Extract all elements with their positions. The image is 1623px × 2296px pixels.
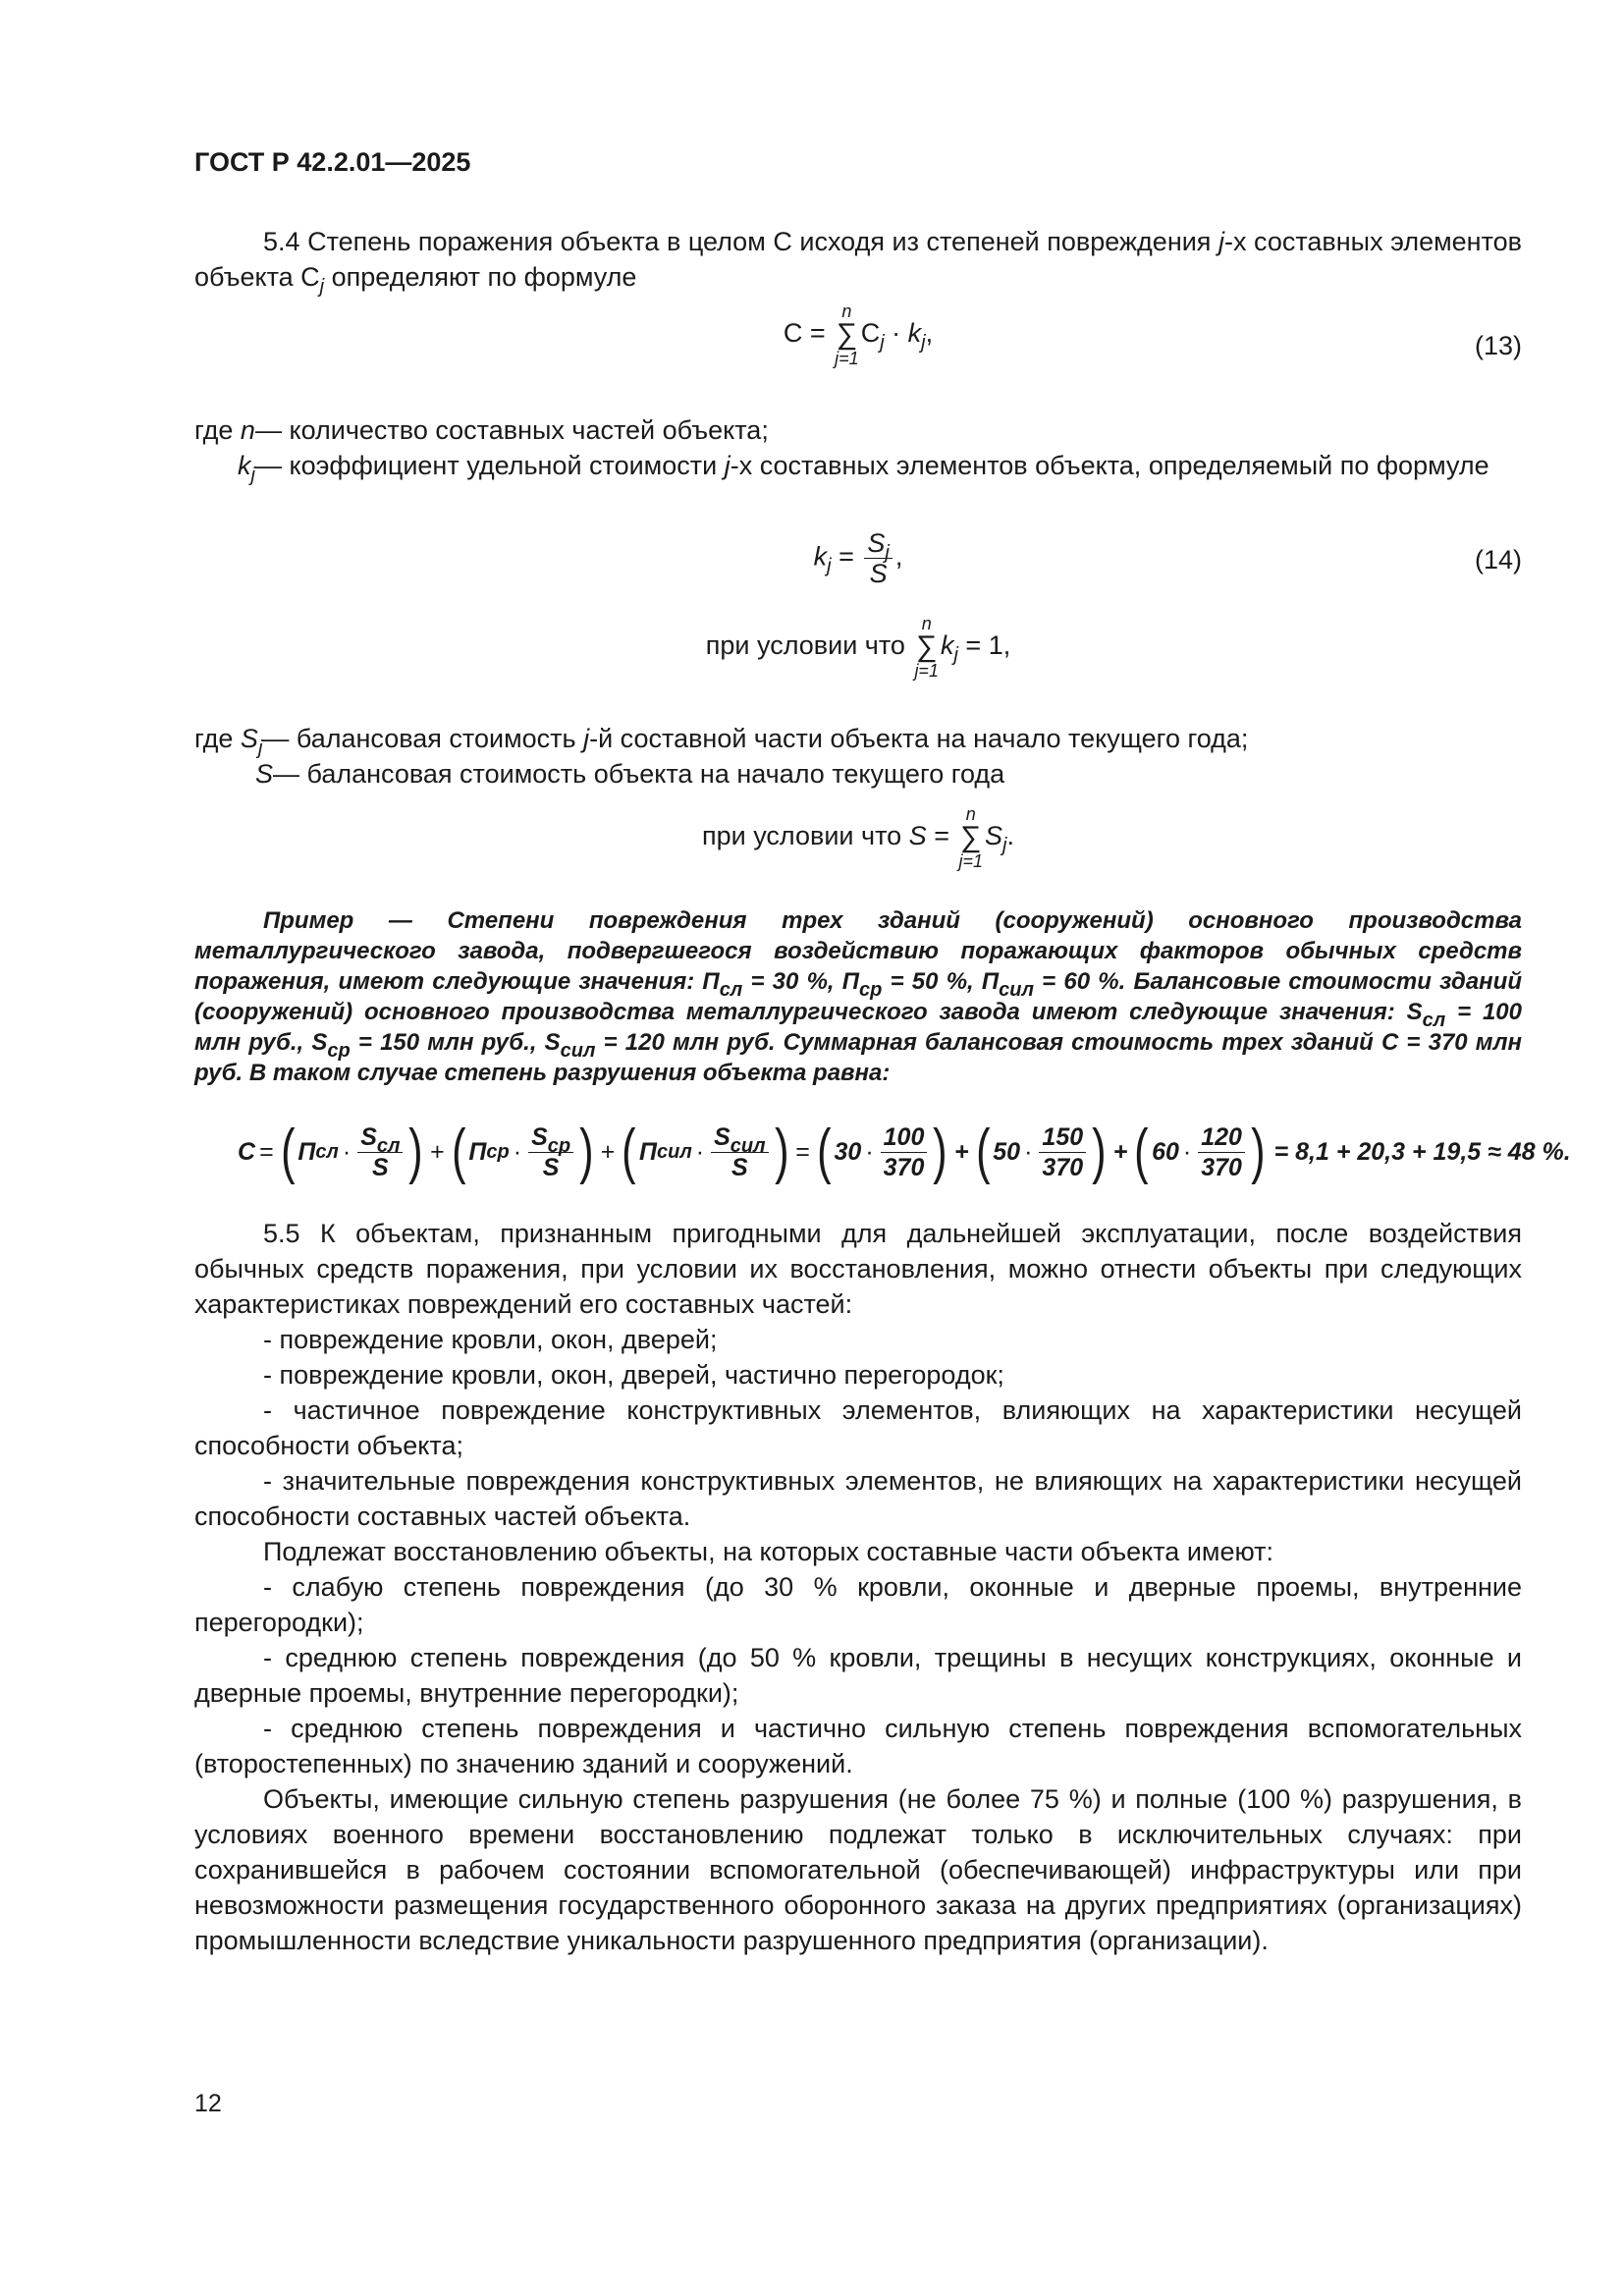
sum-symbol: n ∑ j=1 <box>958 804 983 871</box>
list-item: - повреждение кровли, окон, дверей; <box>263 1325 718 1354</box>
definition-n: где n — количество составных частей объекта; <box>194 415 769 445</box>
fraction-ssil-over-s: $\frac{S_{сил}}{S}$ <box>711 1122 768 1182</box>
list-item: - повреждение кровли, окон, дверей, частично перегородок; <box>263 1360 1004 1390</box>
condition-sum-s: при условии что S = n ∑ j=1 $S_j$. <box>702 804 1014 871</box>
equation-number-14: (14) <box>1474 545 1522 574</box>
where-block-14 <box>194 721 1522 792</box>
closing-paragraph: Объекты, имеющие сильную степень разрушения (не более 75 %) и полные (100 %) разрушения, в условиях военного времени восстановлению подлежат только в исключительных случаях: при сохранившейся в рабочем состоянии вспомогательной (обеспечивающей) инфраструктуры или при невозможности размещения государственного оборонного заказа на других предприятиях (организациях) промышленности вследствие уникальности разрушенного предприятия (организации). <box>194 1784 1522 1955</box>
list-item: - среднюю степень повреждения (до 50 % кровли, трещины в несущих конструкциях, оконные и дверные проемы, внутренние перегородки); <box>194 1643 1522 1708</box>
sum-symbol: n ∑ j=1 <box>835 301 859 368</box>
condition-sum-k: при условии что n ∑ j=1 $k_j = 1$, <box>705 614 1011 681</box>
where-block-13 <box>194 412 1522 486</box>
example-formula: С = ( П сл · $\frac{S_{сл}}{S}$ ) + ( П ср · $\frac{S_{ср}}{S}$ ) + ( П сил · $\frac{S_{сил}}{S}$ ) = ( 30 · $\frac{100}{370}$ ) + ( 50 · $\frac{150}{370}$ ) + ( 60 · $\frac{120}{370}$ ) = 8,1 + 20,3 + 19,5 ≈ 48 %. <box>238 1118 1571 1185</box>
fraction-120-over-370: $\frac{120}{370}$ <box>1198 1122 1245 1182</box>
example-text: Пример — Степени повреждения трех зданий (сооружений) основного производства металлургического завода, подвергшегося воздействию поражающих факторов обычных средств поражения, имеют следующие значения: $П_{сл} = 30$ %, $П_{ср} = 50$ %, $П_{сил} = 60$ %. Балансовые стоимости зданий (сооружений) основного производства металлургического завода имеют следующие значения: $S_{сл} = 100$ млн руб., $S_{ср} = 150$ млн руб., $S_{сил} = 120$ млн руб. Суммарная балансовая стоимость трех зданий С = 370 млн руб. В таком случае степень разрушения объекта равна: <box>194 907 1522 1086</box>
list-item: - частичное повреждение конструктивных элементов, влияющих на характеристики несущей способности объекта; <box>194 1395 1522 1460</box>
section-5-4 <box>194 224 1523 298</box>
definition-sj: где $S_j$ — балансовая стоимость j-й составной части объекта на начало текущего года; <box>194 724 1249 759</box>
document-header: ГОСТ Р 42.2.01—2025 <box>194 147 471 177</box>
fraction-100-over-370: $\frac{100}{370}$ <box>881 1122 928 1182</box>
definition-kj: $k_j$ — коэффициент удельной стоимости j-х составных элементов объекта, определяемый по формуле <box>238 451 1489 486</box>
example-result: = 8,1 + 20,3 + 19,5 ≈ 48 %. <box>1273 1138 1571 1166</box>
fraction-sj-over-s: $\frac{S_j}{S}$ <box>864 528 892 588</box>
list-item: - слабую степень повреждения (до 30 % кровли, оконные и дверные проемы, внутренние перегородки); <box>194 1572 1522 1637</box>
list-item: - значительные повреждения конструктивных элементов, не влияющих на характеристики несущей способности составных частей объекта. <box>194 1466 1522 1531</box>
sum-symbol: n ∑ j=1 <box>914 614 939 681</box>
formula-14: $k_j$ = $\frac{S_j}{S}$ , (14) <box>813 528 1522 588</box>
definition-s: S — балансовая стоимость объекта на начало текущего года <box>255 759 1005 789</box>
fraction-150-over-370: $\frac{150}{370}$ <box>1039 1122 1086 1182</box>
section-5-4-intro: 5.4 Степень поражения объекта в целом С исходя из степеней повреждения j-х составных элементов объекта $С_j$ определяют по формуле <box>194 227 1523 298</box>
restore-intro: Подлежат восстановлению объекты, на которых составные части объекта имеют: <box>263 1537 1274 1566</box>
section-5-5-intro: 5.5 К объектам, признанным пригодными для дальнейшей эксплуатации, после воздействия обычных средств поражения, при условии их восстановления, можно отнести объекты при следующих характеристиках повреждений его составных частей: <box>194 1219 1522 1319</box>
page-number: 12 <box>194 2090 222 2117</box>
section-5-5 <box>194 1216 1522 1958</box>
formula-13: С = n ∑ j=1 $С_j \cdot k_j$, (13) <box>783 301 1522 368</box>
list-item: - среднюю степень повреждения и частично сильную степень повреждения вспомогательных (второстепенных) по значению зданий и сооружений. <box>194 1714 1522 1778</box>
fraction-ssl-over-s: $\frac{S_{сл}}{S}$ <box>357 1122 403 1182</box>
fraction-ssr-over-s: $\frac{S_{ср}}{S}$ <box>528 1122 573 1182</box>
equation-number-13: (13) <box>1474 331 1522 360</box>
example-block <box>194 905 1522 1088</box>
